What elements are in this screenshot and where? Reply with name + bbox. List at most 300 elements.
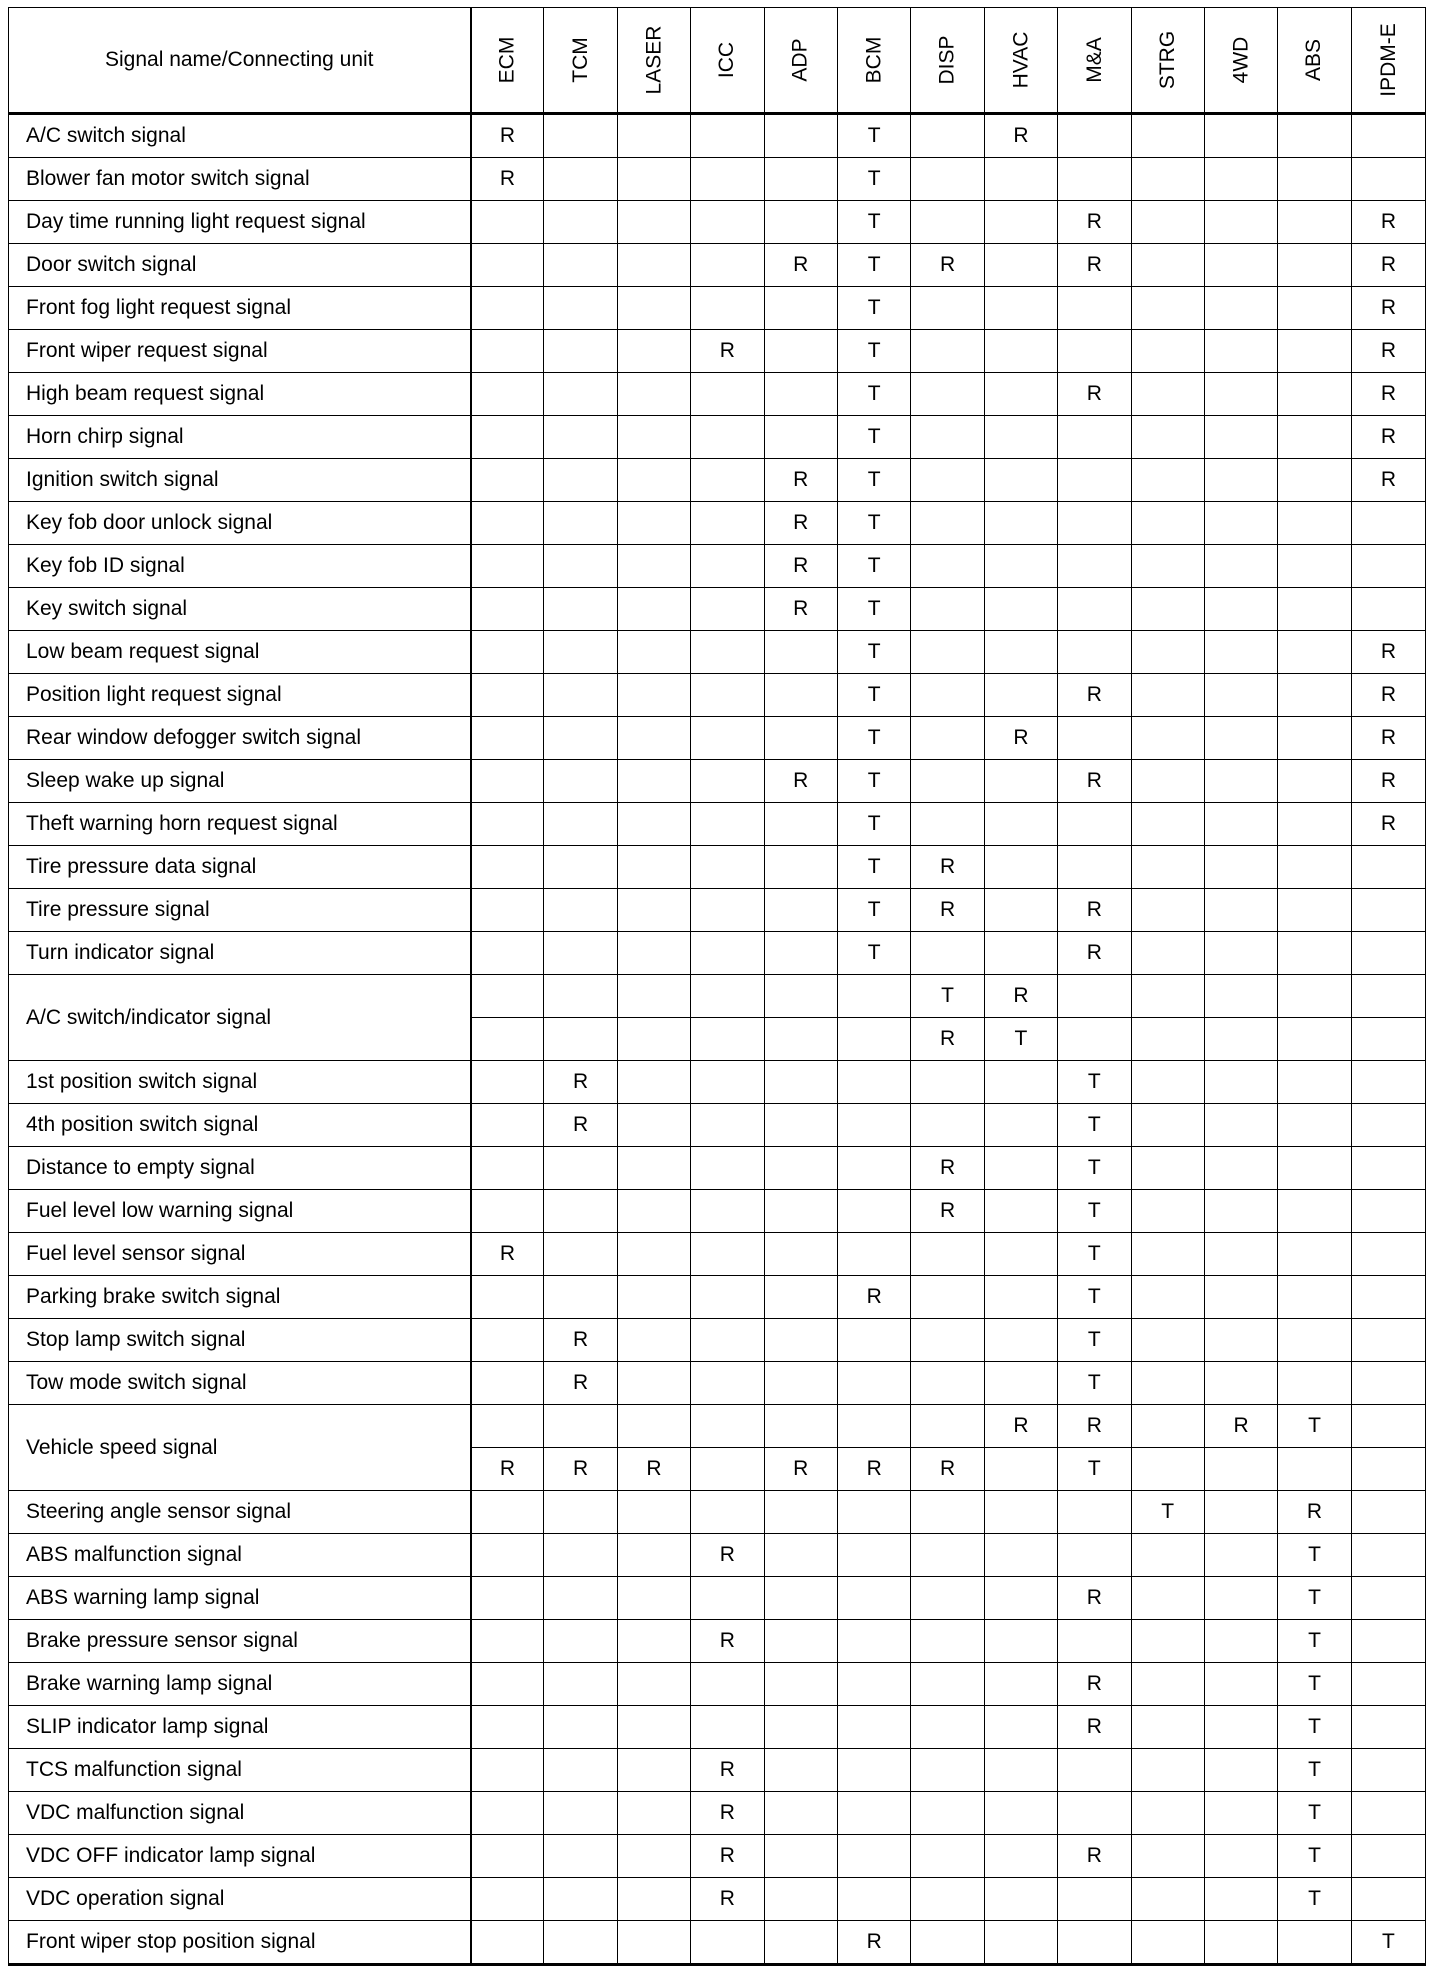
- signal-cell: [764, 373, 837, 416]
- signal-cell: T: [837, 717, 910, 760]
- signal-cell: [691, 932, 764, 975]
- signal-cell: [1351, 1104, 1426, 1147]
- table-row: [9, 1921, 1426, 1965]
- signal-name: ABS warning lamp signal: [9, 1577, 471, 1620]
- signal-cell: [544, 889, 617, 932]
- unit-header-label: LASER: [641, 25, 665, 95]
- table-row: [9, 114, 1426, 158]
- signal-cell: [1131, 244, 1204, 287]
- signal-cell: [544, 330, 617, 373]
- signal-cell: [1351, 1018, 1426, 1061]
- table-row: [9, 1663, 1426, 1706]
- signal-cell: [1204, 545, 1277, 588]
- signal-cell: [1204, 114, 1277, 158]
- signal-cell: [471, 1706, 544, 1749]
- signal-cell: [911, 330, 984, 373]
- signal-cell: [1204, 201, 1277, 244]
- signal-cell: R: [1351, 459, 1426, 502]
- signal-cell: [1058, 459, 1131, 502]
- signal-cell: [471, 1018, 544, 1061]
- signal-cell: [1204, 932, 1277, 975]
- signal-cell: [691, 1706, 764, 1749]
- signal-name: Front wiper stop position signal: [9, 1921, 471, 1965]
- signal-cell: [1351, 1534, 1426, 1577]
- signal-cell: [1131, 1061, 1204, 1104]
- signal-cell: [1131, 459, 1204, 502]
- unit-header-label: M&A: [1082, 37, 1106, 83]
- table-row: [9, 803, 1426, 846]
- signal-cell: R: [691, 330, 764, 373]
- signal-cell: [1131, 1362, 1204, 1405]
- signal-cell: T: [1058, 1190, 1131, 1233]
- signal-cell: [471, 975, 544, 1018]
- table-row: [9, 975, 1426, 1018]
- signal-cell: [837, 1018, 910, 1061]
- signal-cell: [1351, 1792, 1426, 1835]
- signal-cell: [1204, 1663, 1277, 1706]
- signal-cell: R: [911, 889, 984, 932]
- signal-cell: [911, 1706, 984, 1749]
- signal-cell: [617, 1491, 690, 1534]
- signal-name: Brake pressure sensor signal: [9, 1620, 471, 1663]
- signal-cell: [1351, 1319, 1426, 1362]
- signal-cell: [764, 1835, 837, 1878]
- signal-cell: [544, 1405, 617, 1448]
- signal-cell: [1278, 287, 1351, 330]
- signal-cell: [544, 416, 617, 459]
- signal-cell: [911, 1663, 984, 1706]
- signal-cell: T: [984, 1018, 1057, 1061]
- signal-cell: [471, 1319, 544, 1362]
- table-row: [9, 1577, 1426, 1620]
- table-row: [9, 373, 1426, 416]
- signal-cell: [1058, 846, 1131, 889]
- signal-cell: [1351, 158, 1426, 201]
- signal-name: Tire pressure data signal: [9, 846, 471, 889]
- signal-cell: [471, 631, 544, 674]
- signal-cell: [1278, 674, 1351, 717]
- signal-cell: R: [911, 846, 984, 889]
- signal-cell: [1204, 588, 1277, 631]
- signal-cell: [471, 330, 544, 373]
- signal-cell: [617, 1620, 690, 1663]
- signal-cell: [1204, 459, 1277, 502]
- signal-cell: [911, 1276, 984, 1319]
- signal-cell: [1278, 244, 1351, 287]
- signal-name: Door switch signal: [9, 244, 471, 287]
- table-row: [9, 1147, 1426, 1190]
- signal-cell: R: [1058, 932, 1131, 975]
- signal-cell: [1131, 975, 1204, 1018]
- signal-cell: [837, 1061, 910, 1104]
- signal-cell: [984, 932, 1057, 975]
- signal-cell: T: [1278, 1792, 1351, 1835]
- signal-cell: [1058, 1620, 1131, 1663]
- signal-cell: [764, 803, 837, 846]
- signal-cell: [1351, 1448, 1426, 1491]
- signal-cell: [1131, 1749, 1204, 1792]
- signal-cell: [544, 201, 617, 244]
- signal-cell: [691, 373, 764, 416]
- signal-cell: [984, 1233, 1057, 1276]
- signal-cell: [1131, 1878, 1204, 1921]
- signal-cell: R: [837, 1921, 910, 1965]
- signal-name: Vehicle speed signal: [9, 1405, 471, 1491]
- signal-cell: [1131, 1147, 1204, 1190]
- signal-cell: [1204, 1792, 1277, 1835]
- signal-cell: [544, 975, 617, 1018]
- signal-name: 1st position switch signal: [9, 1061, 471, 1104]
- table-row: [9, 674, 1426, 717]
- signal-cell: [1131, 588, 1204, 631]
- signal-cell: R: [1058, 1706, 1131, 1749]
- signal-cell: [911, 803, 984, 846]
- signal-cell: [1204, 1061, 1277, 1104]
- signal-cell: [1131, 717, 1204, 760]
- signal-cell: [911, 459, 984, 502]
- signal-cell: [544, 158, 617, 201]
- signal-cell: [691, 459, 764, 502]
- table-row: [9, 416, 1426, 459]
- signal-cell: [984, 1835, 1057, 1878]
- signal-cell: R: [544, 1319, 617, 1362]
- signal-cell: [544, 1921, 617, 1965]
- signal-name: Parking brake switch signal: [9, 1276, 471, 1319]
- signal-cell: R: [617, 1448, 690, 1491]
- signal-cell: [984, 1491, 1057, 1534]
- signal-cell: [1351, 114, 1426, 158]
- signal-cell: [1131, 674, 1204, 717]
- signal-cell: [764, 1663, 837, 1706]
- signal-cell: [1278, 114, 1351, 158]
- signal-cell: R: [691, 1835, 764, 1878]
- signal-cell: [1278, 373, 1351, 416]
- signal-cell: R: [1278, 1491, 1351, 1534]
- signal-cell: [911, 1620, 984, 1663]
- signal-cell: [984, 416, 1057, 459]
- signal-cell: [471, 846, 544, 889]
- signal-cell: [471, 373, 544, 416]
- signal-cell: [984, 502, 1057, 545]
- signal-cell: [1351, 1405, 1426, 1448]
- header-row: [9, 8, 1426, 114]
- signal-cell: [544, 1147, 617, 1190]
- signal-cell: [1351, 932, 1426, 975]
- signal-cell: T: [837, 459, 910, 502]
- can-signal-table: [8, 7, 1426, 1966]
- signal-cell: [617, 1749, 690, 1792]
- signal-cell: [1278, 631, 1351, 674]
- signal-cell: [911, 1405, 984, 1448]
- signal-cell: [911, 1921, 984, 1965]
- signal-cell: [617, 932, 690, 975]
- signal-cell: [1278, 846, 1351, 889]
- signal-cell: [617, 1706, 690, 1749]
- signal-cell: [911, 932, 984, 975]
- signal-cell: [691, 889, 764, 932]
- signal-cell: R: [764, 1448, 837, 1491]
- signal-name: Fuel level sensor signal: [9, 1233, 471, 1276]
- signal-cell: [1278, 1233, 1351, 1276]
- signal-cell: [1058, 1921, 1131, 1965]
- signal-cell: [764, 1749, 837, 1792]
- signal-cell: [471, 1534, 544, 1577]
- signal-cell: [691, 502, 764, 545]
- signal-cell: [617, 846, 690, 889]
- signal-name: Horn chirp signal: [9, 416, 471, 459]
- signal-cell: R: [1058, 244, 1131, 287]
- signal-name: Key fob ID signal: [9, 545, 471, 588]
- signal-cell: [1058, 803, 1131, 846]
- signal-cell: [837, 1749, 910, 1792]
- signal-cell: [1278, 1319, 1351, 1362]
- signal-cell: [1204, 1190, 1277, 1233]
- signal-cell: [617, 287, 690, 330]
- signal-cell: [1131, 114, 1204, 158]
- signal-cell: [984, 459, 1057, 502]
- signal-cell: [1351, 1190, 1426, 1233]
- signal-cell: [471, 588, 544, 631]
- signal-cell: [1278, 1147, 1351, 1190]
- signal-cell: [764, 1147, 837, 1190]
- signal-cell: [984, 1749, 1057, 1792]
- signal-cell: [691, 803, 764, 846]
- table-row: [9, 1491, 1426, 1534]
- signal-cell: T: [1351, 1921, 1426, 1965]
- table-row: [9, 1792, 1426, 1835]
- signal-cell: [1131, 330, 1204, 373]
- signal-cell: T: [1131, 1491, 1204, 1534]
- signal-cell: [1351, 1835, 1426, 1878]
- signal-cell: [544, 1190, 617, 1233]
- signal-cell: [1351, 1276, 1426, 1319]
- signal-cell: [691, 1276, 764, 1319]
- signal-cell: [1278, 502, 1351, 545]
- signal-cell: [764, 1706, 837, 1749]
- signal-name: Steering angle sensor signal: [9, 1491, 471, 1534]
- signal-cell: [837, 1319, 910, 1362]
- signal-cell: [1131, 1706, 1204, 1749]
- signal-cell: [1058, 631, 1131, 674]
- signal-cell: [1351, 545, 1426, 588]
- signal-cell: [1278, 1448, 1351, 1491]
- signal-cell: [691, 416, 764, 459]
- signal-cell: [764, 1319, 837, 1362]
- signal-cell: T: [837, 244, 910, 287]
- signal-cell: R: [1058, 760, 1131, 803]
- signal-cell: [764, 287, 837, 330]
- signal-cell: R: [837, 1448, 910, 1491]
- signal-cell: R: [1351, 760, 1426, 803]
- signal-cell: [1278, 1018, 1351, 1061]
- table-row: [9, 1190, 1426, 1233]
- signal-cell: R: [691, 1534, 764, 1577]
- signal-cell: [1204, 1491, 1277, 1534]
- signal-cell: [1204, 1620, 1277, 1663]
- signal-cell: [1204, 1706, 1277, 1749]
- unit-header-label: BCM: [862, 36, 886, 84]
- signal-cell: [911, 717, 984, 760]
- table-row: [9, 1706, 1426, 1749]
- signal-cell: R: [1058, 373, 1131, 416]
- unit-header-icc: [691, 8, 764, 114]
- table-row: [9, 1749, 1426, 1792]
- signal-cell: [984, 373, 1057, 416]
- signal-cell: R: [837, 1276, 910, 1319]
- signal-cell: [617, 674, 690, 717]
- signal-cell: [764, 1405, 837, 1448]
- signal-cell: [1058, 287, 1131, 330]
- signal-cell: [764, 889, 837, 932]
- signal-cell: [617, 975, 690, 1018]
- signal-cell: T: [1058, 1061, 1131, 1104]
- signal-cell: [1204, 1534, 1277, 1577]
- signal-cell: [984, 1878, 1057, 1921]
- signal-cell: [617, 1147, 690, 1190]
- unit-header-hvac: [984, 8, 1057, 114]
- signal-cell: [764, 158, 837, 201]
- signal-cell: [764, 674, 837, 717]
- signal-cell: [617, 373, 690, 416]
- signal-cell: [544, 287, 617, 330]
- signal-cell: [1131, 1663, 1204, 1706]
- unit-header-ipdm-e: [1351, 8, 1426, 114]
- signal-name: Key switch signal: [9, 588, 471, 631]
- signal-cell: [764, 1233, 837, 1276]
- signal-cell: T: [837, 114, 910, 158]
- signal-cell: [1131, 1448, 1204, 1491]
- signal-cell: [1351, 502, 1426, 545]
- signal-cell: [837, 1104, 910, 1147]
- table-row: [9, 1061, 1426, 1104]
- signal-name: VDC OFF indicator lamp signal: [9, 1835, 471, 1878]
- signal-cell: [544, 1018, 617, 1061]
- signal-cell: [764, 631, 837, 674]
- signal-cell: R: [1204, 1405, 1277, 1448]
- signal-cell: [1204, 1018, 1277, 1061]
- signal-cell: [1278, 545, 1351, 588]
- signal-cell: [1351, 1061, 1426, 1104]
- signal-cell: [1131, 373, 1204, 416]
- signal-cell: [1058, 717, 1131, 760]
- signal-cell: [911, 287, 984, 330]
- signal-cell: [471, 1362, 544, 1405]
- signal-cell: [911, 1491, 984, 1534]
- signal-cell: [1278, 1921, 1351, 1965]
- signal-name: Position light request signal: [9, 674, 471, 717]
- signal-cell: [764, 1921, 837, 1965]
- signal-cell: [544, 803, 617, 846]
- signal-cell: [1278, 717, 1351, 760]
- signal-cell: [837, 1706, 910, 1749]
- table-row: [9, 1835, 1426, 1878]
- signal-cell: [691, 1233, 764, 1276]
- signal-cell: [617, 1319, 690, 1362]
- signal-cell: [911, 674, 984, 717]
- signal-cell: [1131, 1233, 1204, 1276]
- signal-cell: [911, 158, 984, 201]
- signal-cell: [764, 1792, 837, 1835]
- signal-cell: [617, 803, 690, 846]
- signal-cell: [544, 1792, 617, 1835]
- signal-cell: [691, 1663, 764, 1706]
- signal-cell: [984, 1663, 1057, 1706]
- signal-cell: [1204, 975, 1277, 1018]
- signal-cell: [1278, 1061, 1351, 1104]
- signal-name: Rear window defogger switch signal: [9, 717, 471, 760]
- signal-cell: [617, 760, 690, 803]
- signal-cell: [691, 1448, 764, 1491]
- signal-cell: [471, 244, 544, 287]
- signal-cell: [1131, 1319, 1204, 1362]
- table-row: [9, 1405, 1426, 1448]
- unit-header-label: ADP: [788, 38, 812, 82]
- signal-cell: [617, 1577, 690, 1620]
- signal-cell: [764, 1878, 837, 1921]
- signal-name: Fuel level low warning signal: [9, 1190, 471, 1233]
- signal-cell: [1204, 1104, 1277, 1147]
- signal-cell: [984, 201, 1057, 244]
- signal-cell: [617, 1276, 690, 1319]
- signal-cell: [617, 502, 690, 545]
- signal-cell: [984, 1061, 1057, 1104]
- unit-header-label: ECM: [495, 36, 519, 84]
- signal-cell: R: [691, 1792, 764, 1835]
- unit-header-abs: [1278, 8, 1351, 114]
- signal-cell: [471, 674, 544, 717]
- signal-cell: R: [544, 1362, 617, 1405]
- signal-cell: [911, 588, 984, 631]
- signal-cell: T: [1278, 1534, 1351, 1577]
- signal-cell: [1351, 1620, 1426, 1663]
- signal-cell: [1204, 502, 1277, 545]
- signal-cell: [1351, 588, 1426, 631]
- signal-cell: [617, 588, 690, 631]
- signal-cell: R: [1058, 201, 1131, 244]
- signal-cell: [617, 889, 690, 932]
- signal-cell: R: [471, 158, 544, 201]
- signal-cell: R: [1351, 287, 1426, 330]
- signal-cell: [764, 1534, 837, 1577]
- signal-cell: T: [1058, 1362, 1131, 1405]
- signal-cell: [1204, 287, 1277, 330]
- signal-cell: [471, 1491, 544, 1534]
- table-row: [9, 244, 1426, 287]
- signal-cell: [544, 1706, 617, 1749]
- signal-cell: [617, 1835, 690, 1878]
- signal-cell: [544, 1663, 617, 1706]
- signal-cell: R: [764, 244, 837, 287]
- signal-cell: T: [1278, 1878, 1351, 1921]
- signal-cell: [617, 1362, 690, 1405]
- signal-cell: [1351, 1706, 1426, 1749]
- signal-cell: [1278, 1276, 1351, 1319]
- signal-cell: T: [1058, 1233, 1131, 1276]
- signal-cell: [617, 1405, 690, 1448]
- signal-cell: T: [837, 588, 910, 631]
- signal-cell: [1278, 416, 1351, 459]
- signal-cell: T: [837, 674, 910, 717]
- signal-cell: T: [1278, 1620, 1351, 1663]
- signal-cell: [471, 889, 544, 932]
- signal-cell: T: [837, 846, 910, 889]
- signal-cell: [837, 1147, 910, 1190]
- signal-cell: T: [1278, 1405, 1351, 1448]
- signal-cell: [1351, 1491, 1426, 1534]
- table-row: [9, 846, 1426, 889]
- signal-cell: [1131, 416, 1204, 459]
- signal-cell: [1204, 846, 1277, 889]
